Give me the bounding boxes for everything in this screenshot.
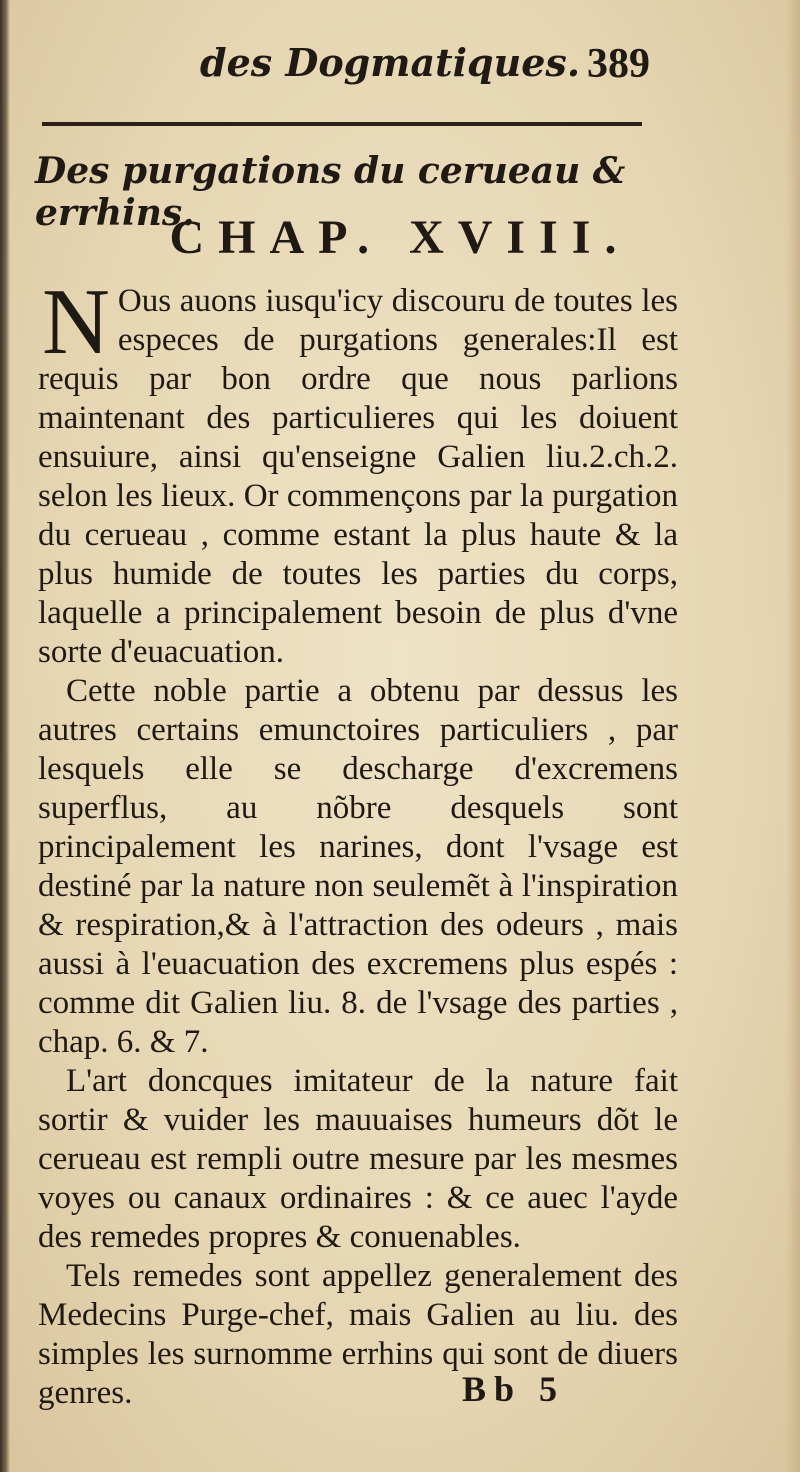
body-text <box>38 270 678 1413</box>
paragraph-4: Tels remedes sont appellez generalement des Medecins Purge-chef, mais Galien au liu. des simples les surnomme errhins qui sont de diuers genres. <box>38 1258 678 1411</box>
paragraph-1-text: Ous auons iusqu'icy discouru de toutes les especes de purgations generales:Il est requis par bon ordre que nous parlions maintenant des particulieres qui les doiuent ensuiure, ainsi qu'enseigne Galien liu.2.ch.2. selon les lieux. Or commençons par la purgation du cerueau , comme estant la plus haute & la plus humide de toutes les parties du corps, laquelle a principalement besoin de plus d'vne sorte d'euacuation. <box>38 283 678 670</box>
running-head: des Dogmatiques. <box>200 40 581 85</box>
page-header <box>40 40 650 100</box>
page-number: 389 <box>587 41 650 87</box>
paragraph-2: Cette noble partie a obtenu par dessus les autres certains emunctoires particuliers , par lesquels elle se descharge d'excremens superflus, au nõbre desquels sont principalement les narines, dont l'vsage est destiné par la nature non seulemẽt à l'inspiration & respiration,& à l'attraction des odeurs , mais aussi à l'euacuation des excremens plus espés : comme dit Galien liu. 8. de l'vsage des parties , chap. 6. & 7. <box>38 673 678 1060</box>
signature-mark: Bb 5 <box>462 1369 566 1409</box>
header-rule <box>42 122 642 126</box>
paragraph-1 <box>38 270 678 672</box>
chapter-title: CHAP. XVIII. <box>169 211 631 264</box>
chapter-subtitle: Des purgations du cerueau & errhins. <box>35 150 626 234</box>
paragraph-3: L'art doncques imitateur de la nature fait sortir & vuider les mauuaises humeurs dõt le cerueau est rempli outre mesure par les mesmes voyes ou canaux ordinaires : & ce auec l'ayde des remedes propres & conuenables. <box>38 1063 678 1255</box>
drop-cap: N <box>42 270 110 374</box>
